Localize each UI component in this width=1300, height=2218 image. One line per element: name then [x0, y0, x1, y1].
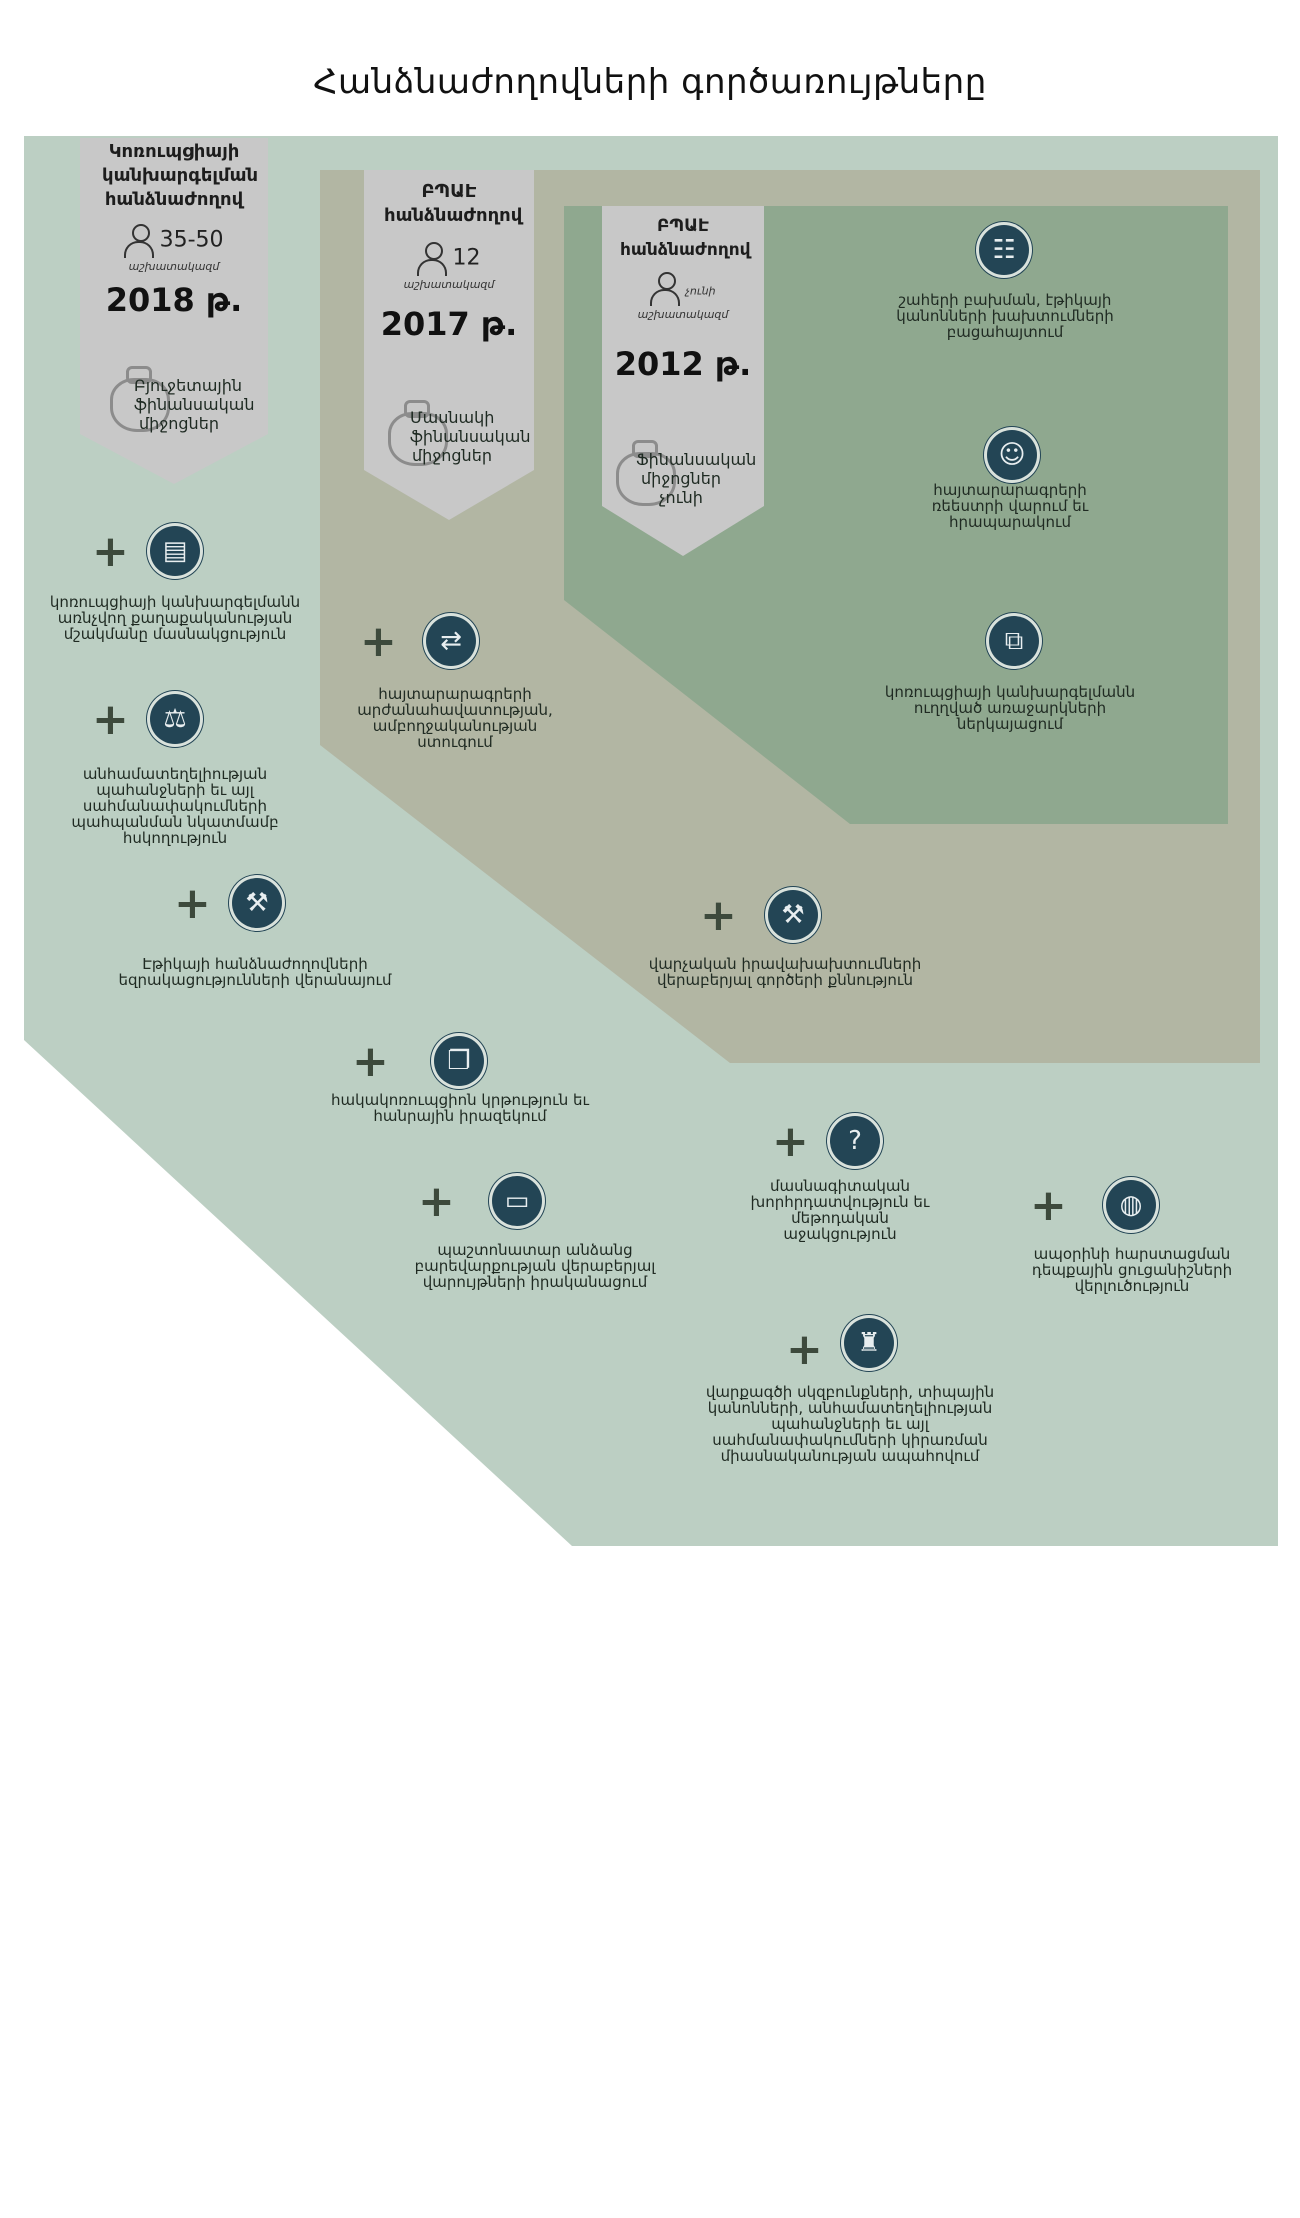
year-label: 2017 թ. — [380, 305, 518, 343]
plus-icon: + — [174, 878, 211, 929]
function-item: վարչական իրավախախտումների վերաբերյալ գործերի քննություն — [648, 955, 922, 989]
page-title: Հանձնաժողովների գործառույթները — [313, 62, 987, 102]
function-item: հայտարարագրերի արժանահավատության, ամբողջականության ստուգում — [357, 685, 553, 751]
gavel-icon: ⚒ — [232, 878, 282, 928]
staff-count: 12 — [452, 245, 481, 271]
scales-icon: ⚖ — [150, 694, 200, 744]
plus-icon: + — [772, 1116, 809, 1167]
checklist-icon: ☷ — [979, 225, 1029, 275]
banner-2018 — [80, 140, 268, 319]
plus-icon: + — [352, 1036, 389, 1087]
person-icon: ☺ — [987, 430, 1037, 480]
banner-2012 — [602, 214, 764, 383]
plus-icon: + — [700, 890, 737, 941]
function-item: վարքագծի սկզբունքների, տիպային կանոնների, անհամատեղելիության պահանջների եւ այլ սահմանափակումների կիրառման միասնականության ապահովում — [705, 1383, 995, 1465]
function-item: Էթիկայի հանձնաժողովների եզրակացությունների վերանայում — [118, 955, 392, 989]
staff-note: աշխատակազմ — [128, 260, 220, 273]
function-item: անհամատեղելիության պահանջների եւ այլ սահմանափակումների պահպանման նկատմամբ հսկողություն — [71, 765, 279, 847]
function-item: կոռուպցիայի կանխարգելմանն ուղղված առաջարկների ներկայացում — [884, 683, 1136, 733]
function-item: պաշտոնատար անձանց բարեվարքության վերաբերյալ վարույթների իրականացում — [414, 1241, 656, 1291]
staff-count: չունի — [685, 284, 716, 298]
year-label: 2012 թ. — [614, 345, 752, 383]
gavel-icon: ⚒ — [768, 890, 818, 940]
officer-icon: ♜ — [844, 1318, 894, 1368]
function-item: շահերի բախման, էթիկայի կանոնների խախտումների բացահայտում — [896, 291, 1114, 341]
banner-2017 — [364, 180, 534, 343]
staff-count: 35-50 — [159, 227, 224, 253]
documents-icon: ❐ — [434, 1036, 484, 1086]
plus-icon: + — [418, 1176, 455, 1227]
staff-note: աշխատակազմ — [637, 308, 729, 321]
banner-title: Կոռուպցիայի կանխարգելման հանձնաժողով — [102, 141, 259, 210]
question-icon: ? — [830, 1116, 880, 1166]
function-item: մասնագիտական խորհրդատվություն եւ մեթոդական աջակցություն — [750, 1177, 930, 1243]
funding-label: Մասնակի ֆինանսական միջոցներ — [410, 408, 531, 465]
book-icon: ▤ — [150, 526, 200, 576]
plus-icon: + — [360, 616, 397, 667]
compare-icon: ⇄ — [426, 616, 476, 666]
plus-icon: + — [1030, 1180, 1067, 1231]
plus-icon: + — [92, 694, 129, 745]
staff-note: աշխատակազմ — [403, 278, 495, 291]
chat-icon: ▭ — [492, 1176, 542, 1226]
funding-label: Բյուջետային ֆինանսական միջոցներ — [134, 376, 255, 433]
banner-title: ԲՊԱԷ հանձնաժողով — [620, 216, 751, 260]
person-icon — [417, 242, 447, 278]
flowchart-icon: ⧉ — [989, 616, 1039, 666]
function-item: հակակոռուպցիոն կրթություն եւ հանրային իրազեկում — [331, 1091, 589, 1125]
banner-title: ԲՊԱԷ հանձնաժողով — [384, 181, 523, 226]
bag-icon: ◍ — [1106, 1180, 1156, 1230]
function-item: ապօրինի հարստացման դեպքային ցուցանիշների վերլուծություն — [1031, 1245, 1233, 1295]
person-icon — [650, 272, 680, 308]
function-item: հայտարարագրերի ռեեստրի վարում եւ հրապարակում — [931, 481, 1089, 531]
person-icon — [124, 224, 154, 260]
function-item: կոռուպցիայի կանխարգելմանն առնչվող քաղաքականության մշակմանը մասնակցություն — [49, 593, 301, 643]
year-label: 2018 թ. — [105, 281, 243, 319]
funding-label: Ֆինանսական միջոցներ չունի — [636, 450, 757, 507]
plus-icon: + — [92, 526, 129, 577]
plus-icon: + — [786, 1324, 823, 1375]
